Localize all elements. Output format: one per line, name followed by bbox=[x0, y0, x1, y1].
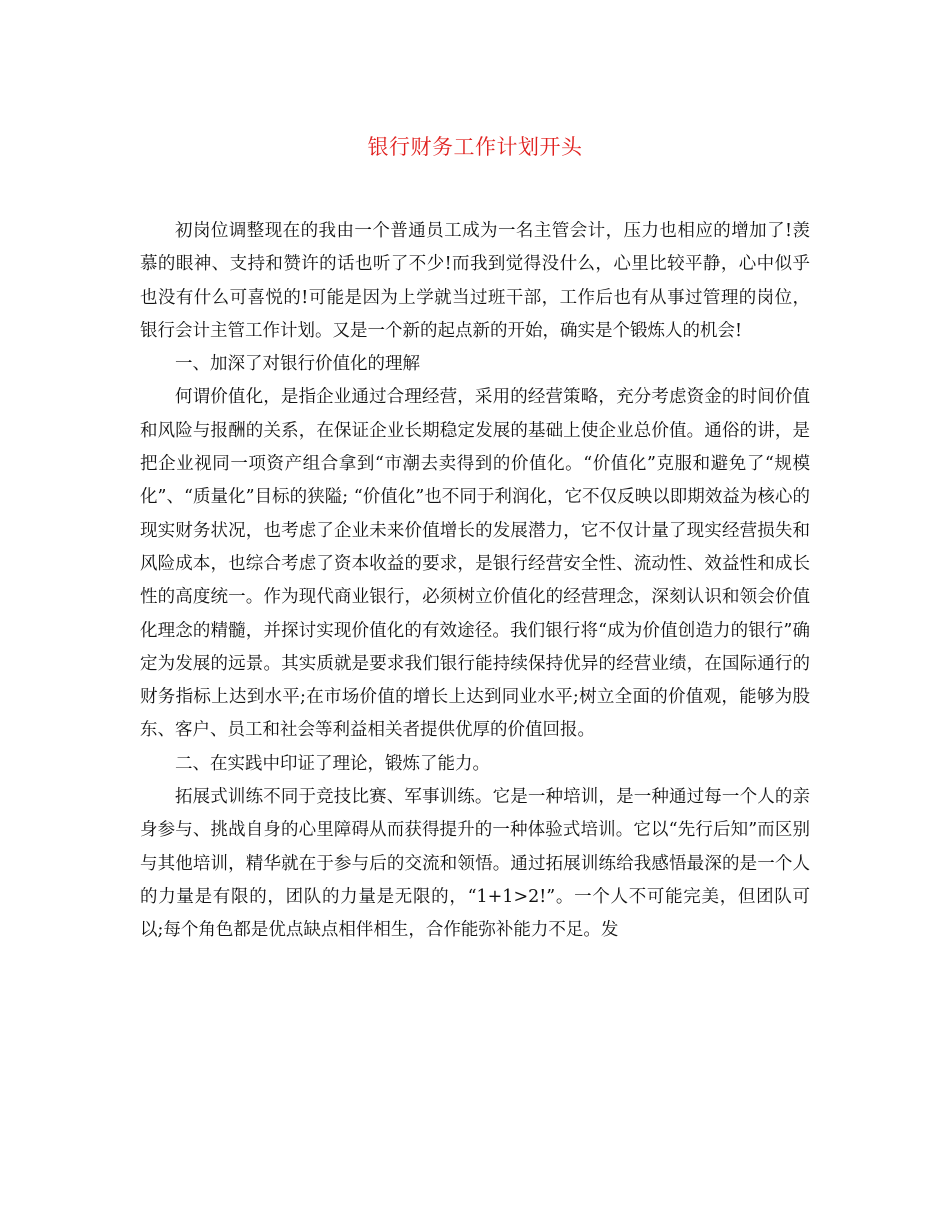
intro-paragraph: 初岗位调整现在的我由一个普通员工成为一名主管会计，压力也相应的增加了!羡慕的眼神、支持和赞许的话也听了不少!而我到觉得没什么，心里比较平静，心中似乎也没有什么可喜悦的!可能是因为上学就当过班干部，工作后也有从事过管理的岗位，银行会计主管工作计划。又是一个新的起点新的开始，确实是个锻炼人的机会! bbox=[140, 221, 810, 341]
section-heading-2: 二、在实践中印证了理论，锻炼了能力。 bbox=[175, 753, 490, 774]
section-2-paragraph: 拓展式训练不同于竞技比赛、军事训练。它是一种培训，是一种通过每一个人的亲身参与、挑战自身的心里障碍从而获得提升的一种体验式培训。它以“先行后知”而区别与其他培训，精华就在于参与后的交流和领悟。通过拓展训练给我感悟最深的是一个人的力量是有限的，团队的力量是无限的，“1+1>2!”。一个人不可能完美，但团队可以;每个角色都是优点缺点相伴相生，合作能弥补能力不足。发 bbox=[140, 787, 810, 941]
section-1-paragraph: 何谓价值化，是指企业通过合理经营，采用的经营策略，充分考虑资金的时间价值和风险与报酬的关系，在保证企业长期稳定发展的基础上使企业总价值。通俗的讲，是把企业视同一项资产组合拿到“市潮去卖得到的价值化。“价值化”克服和避免了“规模化”、“质量化”目标的狭隘; “价值化”也不同于利润化，它不仅反映以即期效益为核心的现实财务状况，也考虑了企业未来价值增长的发展潜力，它不仅计量了现实经营损失和风险成本，也综合考虑了资本收益的要求，是银行经营安全性、流动性、效益性和成长性的高度统一。作为现代商业银行，必须树立价值化的经营理念，深刻认识和领会价值化理念的精髓，并探讨实现价值化的有效途径。我们银行将“成为价值创造力的银行”确定为发展的远景。其实质就是要求我们银行能持续保持优异的经营业绩，在国际通行的财务指标上达到水平;在市场价值的增长上达到同业水平;树立全面的价值观，能够为股东、客户、员工和社会等利益相关者提供优厚的价值回报。 bbox=[140, 387, 810, 741]
section-heading-1: 一、加深了对银行价值化的理解 bbox=[175, 354, 420, 375]
page-title: 银行财务工作计划开头 bbox=[367, 135, 583, 159]
document-body bbox=[140, 215, 810, 948]
